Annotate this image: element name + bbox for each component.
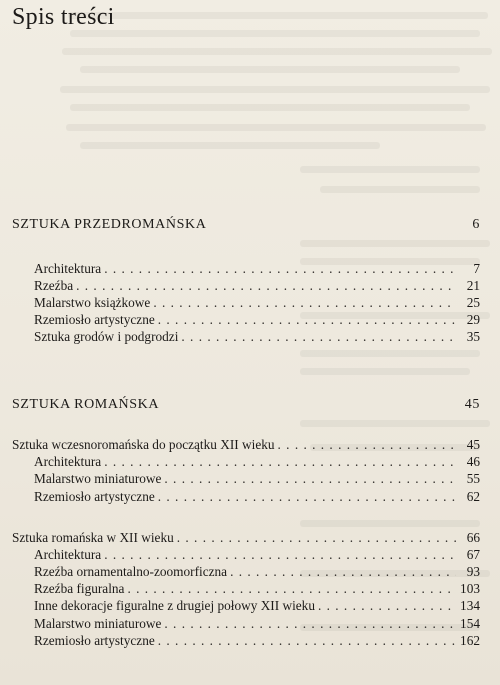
toc-entry-label: Sztuka grodów i podgrodzi (34, 329, 179, 344)
toc-entry (34, 260, 480, 277)
toc-entry-page: 21 (466, 278, 480, 293)
toc-entry-page: 7 (473, 261, 480, 276)
toc-entry-label: Rzeźba figuralna (34, 581, 125, 596)
toc-entry-label: Rzemiosło artystyczne (34, 633, 155, 648)
section-heading-label: SZTUKA PRZEDROMAŃSKA (12, 217, 207, 232)
toc-entry (34, 580, 480, 597)
section-heading-label: SZTUKA ROMAŃSKA (12, 397, 160, 412)
toc-entry-label: Rzeźba ornamentalno-zoomorficzna (34, 564, 228, 579)
leader-dots (101, 546, 456, 563)
toc-entry (34, 597, 480, 614)
section-heading (12, 397, 480, 413)
toc-entry (34, 311, 480, 328)
toc-entry-page: 45 (466, 437, 480, 452)
leader-dots (161, 470, 456, 487)
leader-dots (150, 294, 456, 311)
leader-dots (155, 311, 456, 328)
leader-dots (101, 453, 456, 470)
toc-entry-label: Sztuka wczesnoromańska do początku XII wieku (12, 437, 275, 452)
section-heading-page: 45 (464, 397, 480, 412)
leader-dots (155, 488, 456, 505)
leader-dots (161, 615, 456, 632)
section-heading-page: 6 (472, 217, 480, 232)
toc-entry-label: Architektura (34, 454, 102, 469)
toc-entry-label: Inne dekoracje figuralne z drugiej połowy XII wieku (34, 598, 315, 613)
leader-dots (155, 632, 456, 649)
leader-dots (178, 328, 456, 345)
toc-entry-label: Architektura (34, 547, 102, 562)
leader-dots (124, 580, 456, 597)
toc-entry-page: 103 (460, 581, 480, 596)
toc-entry (34, 563, 480, 580)
page-title: Spis treści (12, 4, 115, 30)
toc-entry-page: 29 (466, 312, 480, 327)
toc-entry-page: 46 (466, 454, 480, 469)
leader-dots (275, 436, 456, 453)
toc-entry-label: Malarstwo miniaturowe (34, 616, 162, 631)
leader-dots (315, 597, 456, 614)
toc-entry (34, 470, 480, 487)
toc-entry-page: 154 (460, 616, 480, 631)
toc-entry (34, 328, 480, 345)
toc-entry-label: Rzemiosło artystyczne (34, 489, 155, 504)
leader-dots (227, 563, 456, 580)
toc-entry-page: 25 (466, 295, 480, 310)
toc-entry-label: Malarstwo miniaturowe (34, 471, 162, 486)
toc-entry-label: Rzemiosło artystyczne (34, 312, 155, 327)
toc-entry-label: Sztuka romańska w XII wieku (12, 530, 174, 545)
toc-entry (34, 294, 480, 311)
toc-entry-page: 67 (466, 547, 480, 562)
toc-entry-page: 66 (466, 530, 480, 545)
toc-entry (34, 632, 480, 649)
leader-dots (73, 277, 456, 294)
toc-entry-page: 93 (466, 564, 480, 579)
toc-entry (34, 615, 480, 632)
toc-entry (34, 277, 480, 294)
toc-entry (34, 453, 480, 470)
toc-entry-page: 62 (466, 489, 480, 504)
toc-group-heading (12, 529, 480, 546)
toc-entry-page: 35 (466, 329, 480, 344)
leader-dots (101, 260, 456, 277)
toc-entry-label: Malarstwo książkowe (34, 295, 151, 310)
section-heading (12, 217, 480, 233)
toc-group-heading (12, 436, 480, 453)
leader-dots (174, 529, 456, 546)
toc-entry-page: 55 (466, 471, 480, 486)
toc-entry (34, 488, 480, 505)
toc-entry-label: Rzeźba (34, 278, 74, 293)
toc-entry-page: 134 (460, 598, 480, 613)
toc-entry-page: 162 (460, 633, 480, 648)
toc-entry-label: Architektura (34, 261, 102, 276)
toc-entry (34, 546, 480, 563)
